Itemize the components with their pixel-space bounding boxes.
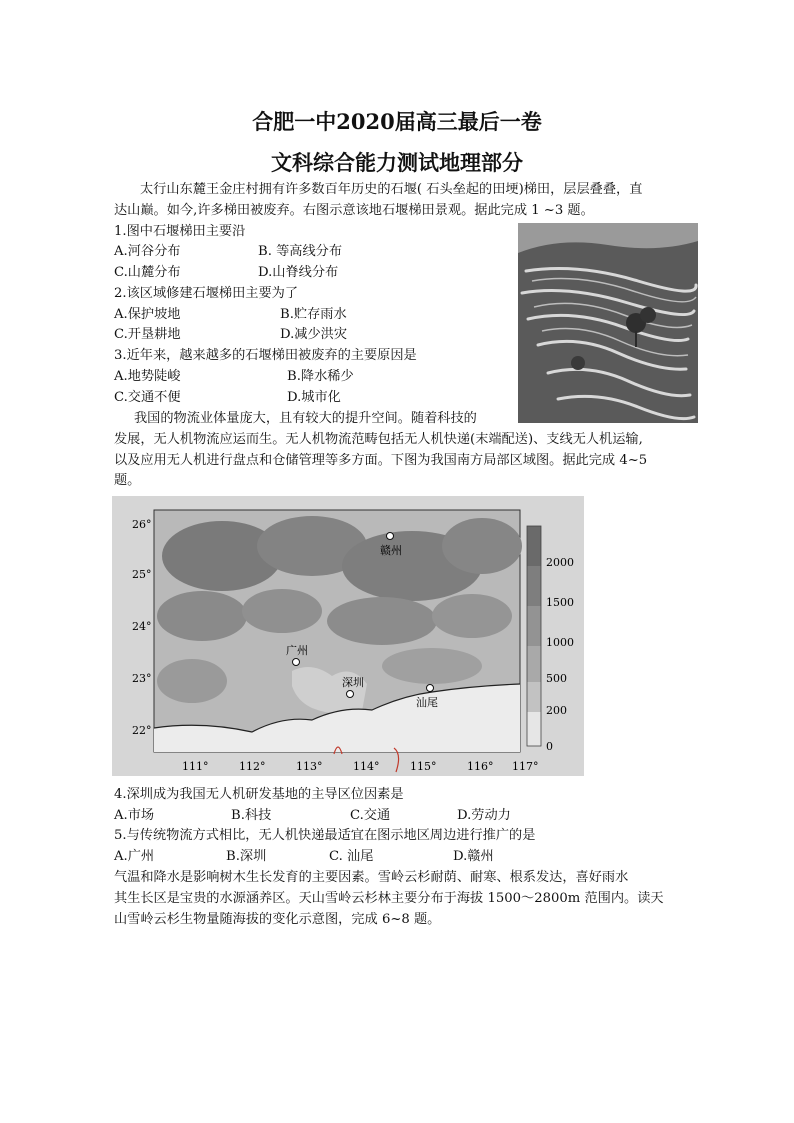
- q2-option-d: D.减少洪灾: [280, 327, 348, 342]
- intro1-line2: 达山巅。如今,许多梯田被废弃。右图示意该地石堰梯田景观。据此完成 1 ~3 题。: [114, 203, 594, 218]
- q1-option-d: D.山脊线分布: [258, 265, 339, 280]
- q3-stem: 3.近年来，越来越多的石堰梯田被废弃的主要原因是: [114, 348, 417, 363]
- lon-label-112: 112°: [239, 760, 266, 773]
- city-marker-shanwei: [427, 685, 434, 692]
- q2-option-a: A.保护坡地: [114, 307, 181, 322]
- terrain-blob: [327, 597, 437, 645]
- terrain-blob: [382, 648, 482, 684]
- legend-swatch-200: [527, 682, 541, 712]
- q5-option-a: A.广州: [114, 849, 155, 864]
- q2-option-c: C.开垦耕地: [114, 327, 181, 342]
- q1-stem: 1.图中石堰梯田主要沿: [114, 224, 246, 239]
- intro2-line4: 题。: [114, 473, 141, 488]
- city-label-shenzhen: 深圳: [342, 676, 364, 689]
- q5-option-d: D.赣州: [453, 849, 494, 864]
- q3-option-c: C.交通不便: [114, 390, 181, 405]
- lat-label-26: 26°: [132, 518, 152, 531]
- legend-swatch-1000: [527, 606, 541, 646]
- q4-option-a: A.市场: [114, 808, 155, 823]
- q4-stem: 4.深圳成为我国无人机研发基地的主导区位因素是: [114, 787, 404, 802]
- south-china-elevation-map: [112, 496, 584, 776]
- q3-option-a: A.地势陡峻: [114, 369, 181, 384]
- legend-swatch-0: [527, 712, 541, 746]
- legend-swatch-500: [527, 646, 541, 682]
- terrain-blob: [442, 518, 522, 574]
- intro2-line3: 以及应用无人机进行盘点和仓储管理等多方面。下图为我国南方局部区域图。据此完成 4~5: [114, 453, 648, 468]
- q2-stem: 2.该区域修建石堰梯田主要为了: [114, 286, 299, 301]
- lat-label-25: 25°: [132, 568, 152, 581]
- q1-option-a: A.河谷分布: [114, 244, 181, 259]
- lon-label-111: 111°: [182, 760, 209, 773]
- intro2-line1: 我国的物流业体量庞大，且有较大的提升空间。随着科技的: [134, 411, 477, 426]
- city-label-ganzhou: 赣州: [380, 544, 402, 557]
- legend-swatch-1500: [527, 566, 541, 606]
- legend-label-200: 200: [546, 704, 567, 717]
- lat-label-22: 22°: [132, 724, 152, 737]
- terrain-blob: [432, 594, 512, 638]
- terrain-blob: [157, 591, 247, 641]
- q5-option-b: B.深圳: [226, 849, 267, 864]
- terrace-photo: [518, 223, 698, 423]
- legend-label-500: 500: [546, 672, 567, 685]
- city-label-guangzhou: 广州: [286, 644, 308, 657]
- intro2-line2: 发展，无人机物流应运而生。无人机物流范畴包括无人机快递(末端配送)、支线无人机运输,: [114, 432, 643, 447]
- lon-label-114: 114°: [353, 760, 380, 773]
- q1-option-b: B. 等高线分布: [258, 244, 343, 259]
- q4-option-b: B.科技: [231, 808, 272, 823]
- legend-swatch-2000: [527, 526, 541, 566]
- city-marker-shenzhen: [347, 691, 354, 698]
- lat-label-23: 23°: [132, 672, 152, 685]
- q3-option-b: B.降水稀少: [287, 369, 354, 384]
- q2-option-b: B.贮存雨水: [280, 307, 347, 322]
- lon-label-116: 116°: [467, 760, 494, 773]
- legend-label-2000: 2000: [546, 556, 574, 569]
- intro1-line1: 太行山东麓王金庄村拥有许多数百年历史的石堰( 石头垒起的田埂)梯田，层层叠叠，直: [140, 182, 643, 197]
- lon-label-115: 115°: [410, 760, 437, 773]
- lon-label-113: 113°: [296, 760, 323, 773]
- legend-label-0: 0: [546, 740, 553, 753]
- intro3-line3: 山雪岭云杉生物量随海拔的变化示意图，完成 6~8 题。: [114, 912, 441, 927]
- intro3-line2: 其生长区是宝贵的水源涵养区。天山雪岭云杉林主要分布于海拔 1500～2800m 范围内。读天: [114, 891, 664, 906]
- terrain-blob: [242, 589, 322, 633]
- q5-option-c: C. 汕尾: [329, 849, 374, 864]
- q5-stem: 5.与传统物流方式相比，无人机快递最适宜在图示地区周边进行推广的是: [114, 828, 536, 843]
- exam-subtitle: 文科综合能力测试地理部分: [271, 150, 523, 175]
- q4-option-d: D.劳动力: [457, 808, 511, 823]
- q1-option-c: C.山麓分布: [114, 265, 181, 280]
- intro3-line1: 气温和降水是影响树木生长发育的主要因素。雪岭云杉耐荫、耐寒、根系发达，喜好雨水: [114, 870, 629, 885]
- lat-label-24: 24°: [132, 620, 152, 633]
- exam-title: 合肥一中2020届高三最后一卷: [252, 109, 542, 134]
- city-label-shanwei: 汕尾: [416, 696, 438, 709]
- terrain-blob: [157, 659, 227, 703]
- q4-option-c: C.交通: [350, 808, 391, 823]
- legend-label-1500: 1500: [546, 596, 574, 609]
- city-marker-guangzhou: [293, 659, 300, 666]
- lon-label-117: 117°: [512, 760, 539, 773]
- q3-option-d: D.城市化: [287, 390, 341, 405]
- city-marker-ganzhou: [387, 533, 394, 540]
- legend-label-1000: 1000: [546, 636, 574, 649]
